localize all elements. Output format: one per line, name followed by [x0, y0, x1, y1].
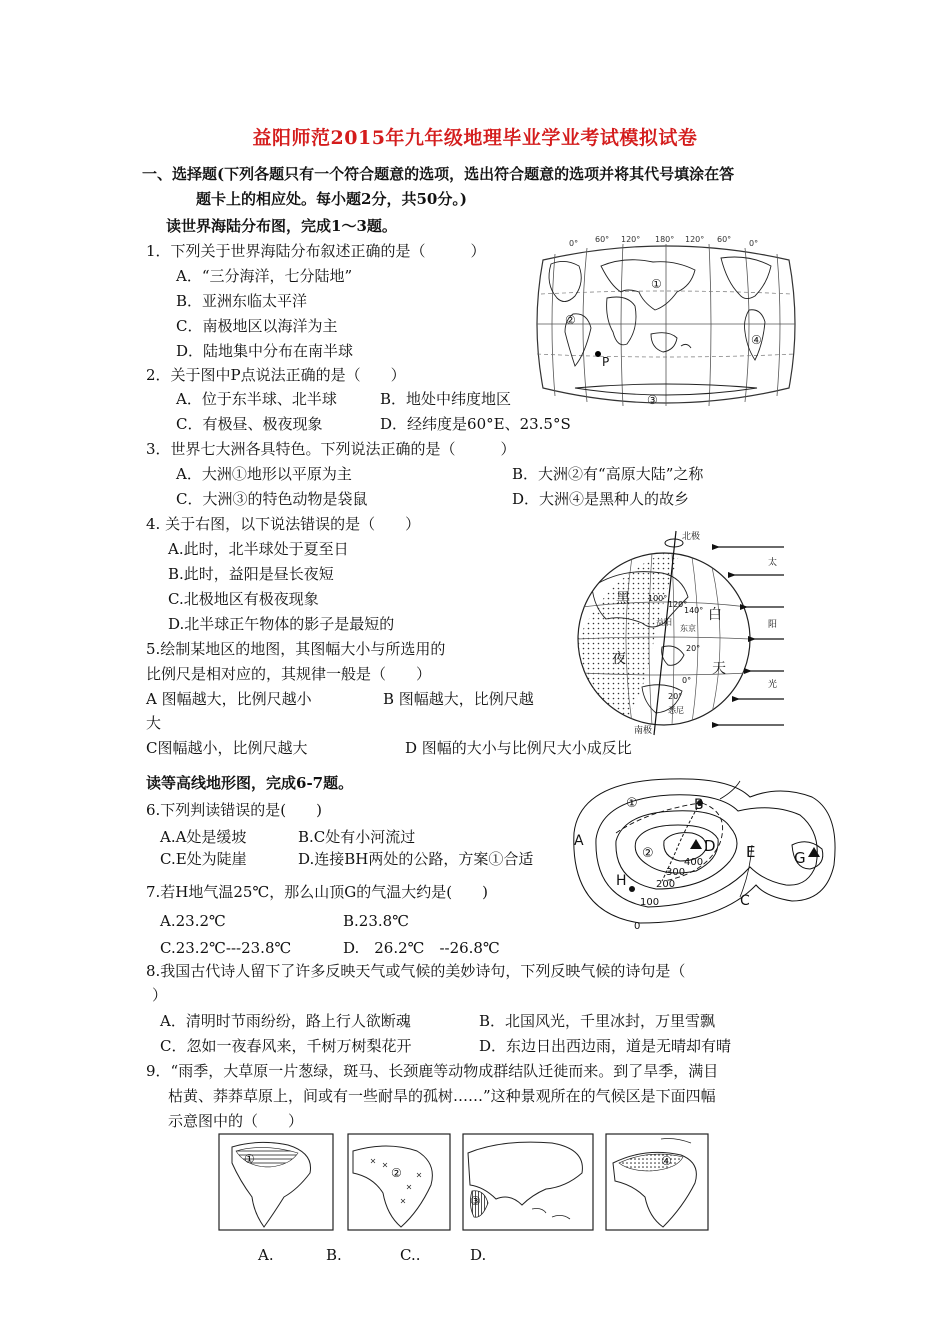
q2-option-b: B．地处中纬度地区: [380, 390, 512, 408]
lon-120: 120°: [668, 600, 688, 609]
q4-option-a: A.此时，北半球处于夏至日: [168, 540, 349, 558]
lon-label: 180°: [655, 236, 675, 244]
q2-option-a: A．位于东半球、北半球: [176, 390, 337, 408]
route-1: ①: [626, 796, 638, 811]
climate-map-c: [462, 1133, 594, 1231]
q5-option-a: A 图幅越大，比例尺越小: [146, 690, 312, 708]
q7-option-d: D. 26.2℃ --26.8℃: [343, 939, 500, 957]
q8-stem: 8.我国古代诗人留下了许多反映天气或气候的美妙诗句，下列反映气候的诗句是（: [146, 962, 686, 980]
q4-option-c: C.北极地区有极夜现象: [168, 590, 319, 608]
contour-100: 100: [640, 897, 660, 908]
q2-option-d: D．经纬度是60°E、23.5°S: [380, 415, 571, 433]
q6-option-c: C.E处为陡崖: [160, 850, 247, 868]
q7-stem: 7.若H地气温25℃，那么山顶G的气温大约是( ): [146, 883, 488, 901]
q9-label-c: C..: [400, 1246, 421, 1264]
q7-option-b: B.23.8℃: [343, 912, 409, 930]
south-pole-label: 南极: [634, 726, 653, 736]
lat-20n: 20°: [686, 644, 701, 653]
point-d: D: [704, 837, 716, 855]
contour-300: 300: [666, 867, 686, 878]
q1-option-d: D．陆地集中分布在南半球: [176, 342, 354, 360]
q2-option-c: C．有极昼、极夜现象: [176, 415, 323, 433]
q3-stem: 3．世界七大洲各具特色。下列说法正确的是（ ）: [146, 440, 516, 458]
q1-stem: 1．下列关于世界海陆分布叙述正确的是（ ）: [146, 242, 486, 260]
marker-2: ②: [565, 313, 576, 327]
q4-stem: 4. 关于右图，以下说法错误的是（ ）: [146, 515, 421, 533]
climate-marker-3: ③: [470, 1194, 481, 1208]
lat-20s: 20°: [668, 692, 683, 701]
world-map-figure: [535, 236, 797, 412]
point-a: A: [574, 833, 584, 849]
yiyang-label: 益阳: [656, 618, 672, 627]
q9-label-a: A.: [258, 1246, 274, 1264]
q9-label-b: B.: [326, 1246, 342, 1264]
point-h: H: [616, 873, 627, 889]
globe-figure: [572, 527, 794, 739]
q4-option-d: D.北半球正午物体的影子是最短的: [168, 615, 395, 633]
intro-contour-map: 读等高线地形图，完成6-7题。: [146, 774, 354, 792]
lon-label: 60°: [717, 236, 732, 244]
point-b: B: [694, 797, 704, 813]
contour-400: 400: [684, 857, 704, 868]
lon-label: 0°: [749, 239, 759, 248]
sunlight-label: 阳: [768, 620, 778, 630]
q7-option-a: A.23.2℃: [160, 912, 226, 930]
climate-marker-4: ④: [661, 1154, 672, 1168]
lon-100: 100°: [648, 594, 668, 603]
contour-200: 200: [656, 879, 676, 890]
q8-option-c: C．忽如一夜春风来，千树万树梨花开: [160, 1037, 412, 1055]
q6-option-a: A.A处是缓坡: [160, 828, 247, 846]
climate-marker-2: ②: [391, 1166, 402, 1180]
climate-map-b: [347, 1133, 451, 1231]
q3-option-b: B．大洲②有“高原大陆”之称: [512, 465, 704, 483]
contour-map-figure: [560, 773, 842, 931]
route-2: ②: [642, 846, 654, 861]
point-p: [595, 351, 601, 357]
page-title: 益阳师范2015年九年级地理毕业学业考试模拟试卷: [252, 127, 698, 149]
q9-label-d: D.: [470, 1246, 487, 1264]
q4-option-b: B.此时，益阳是昼长夜短: [168, 565, 334, 583]
section-heading: 一、选择题(下列各题只有一个符合题意的选项，选出符合题意的选项并将其代号填涂在答: [142, 165, 735, 183]
lon-label: 120°: [685, 236, 705, 244]
intro-world-map: 读世界海陆分布图，完成1～3题。: [166, 217, 397, 235]
q5-option-d: D 图幅的大小与比例尺大小成反比: [405, 739, 632, 757]
q2-stem: 2．关于图中P点说法正确的是（ ）: [146, 366, 406, 384]
point-g: G: [794, 849, 806, 867]
q3-option-a: A．大洲①地形以平原为主: [176, 465, 352, 483]
q1-option-a: A．“三分海洋，七分陆地”: [176, 267, 353, 285]
sunlight-label: 太: [768, 558, 778, 568]
q8-option-b: B．北国风光，千里冰封，万里雪飘: [479, 1012, 716, 1030]
q6-stem: 6.下列判读错误的是( ): [146, 801, 323, 819]
q9-stem-cont2: 示意图中的（ ）: [168, 1112, 304, 1130]
climate-marker-1: ①: [244, 1152, 255, 1166]
q8-option-a: A．清明时节雨纷纷，路上行人欲断魂: [160, 1012, 411, 1030]
lat-0: 0°: [682, 676, 692, 685]
q5-stem-cont: 比例尺是相对应的，其规律一般是（ ）: [146, 665, 432, 683]
climate-map-a: [218, 1133, 334, 1231]
q8-stem-cont: ）: [152, 986, 168, 1004]
point-c: C: [740, 893, 750, 909]
marker-p: P: [602, 355, 610, 369]
day-label: 白: [708, 607, 722, 623]
q6-option-d: D.连接BH两处的公路，方案①合适: [298, 850, 534, 868]
section-heading-cont: 题卡上的相应处。每小题2分，共50分。): [196, 190, 467, 208]
lon-label: 60°: [595, 236, 610, 244]
q5-option-b: B 图幅越大，比例尺越: [383, 690, 534, 708]
lon-label: 120°: [621, 236, 641, 244]
q5-stem: 5.绘制某地区的地图，其图幅大小与所选用的: [146, 640, 446, 658]
marker-1: ①: [651, 277, 662, 291]
climate-map-d: [605, 1133, 709, 1231]
night-label: 黑: [616, 591, 630, 607]
q9-stem-cont: 枯黄、莽莽草原上，间或有一些耐旱的孤树……”这种景观所在的气候区是下面四幅: [168, 1087, 716, 1105]
point-e: E: [746, 843, 756, 861]
q3-option-d: D．大洲④是黑种人的故乡: [512, 490, 690, 508]
lon-140: 140°: [684, 606, 704, 615]
night-label: 夜: [612, 651, 626, 667]
lon-label: 0°: [569, 239, 579, 248]
sunlight-label: 光: [768, 680, 778, 690]
north-pole-label: 北极: [682, 532, 701, 542]
q9-stem: 9．“雨季，大草原一片葱绿，斑马、长颈鹿等动物成群结队迁徙而来。到了旱季，满目: [146, 1062, 719, 1080]
q5-option-c: C图幅越小，比例尺越大: [146, 739, 308, 757]
sydney-label: 悉尼: [668, 706, 684, 715]
marker-4: ④: [751, 333, 762, 347]
q1-option-c: C．南极地区以海洋为主: [176, 317, 338, 335]
contour-0: 0: [634, 921, 641, 931]
q1-option-b: B．亚洲东临太平洋: [176, 292, 308, 310]
q3-option-c: C．大洲③的特色动物是袋鼠: [176, 490, 368, 508]
q7-option-c: C.23.2℃---23.8℃: [160, 939, 292, 957]
q5-option-b-cont: 大: [146, 714, 162, 732]
marker-3: ③: [647, 393, 658, 407]
tokyo-label: 东京: [680, 624, 696, 633]
q6-option-b: B.C处有小河流过: [298, 828, 416, 846]
day-label: 天: [712, 661, 726, 677]
q8-option-d: D．东边日出西边雨，道是无晴却有晴: [479, 1037, 732, 1055]
